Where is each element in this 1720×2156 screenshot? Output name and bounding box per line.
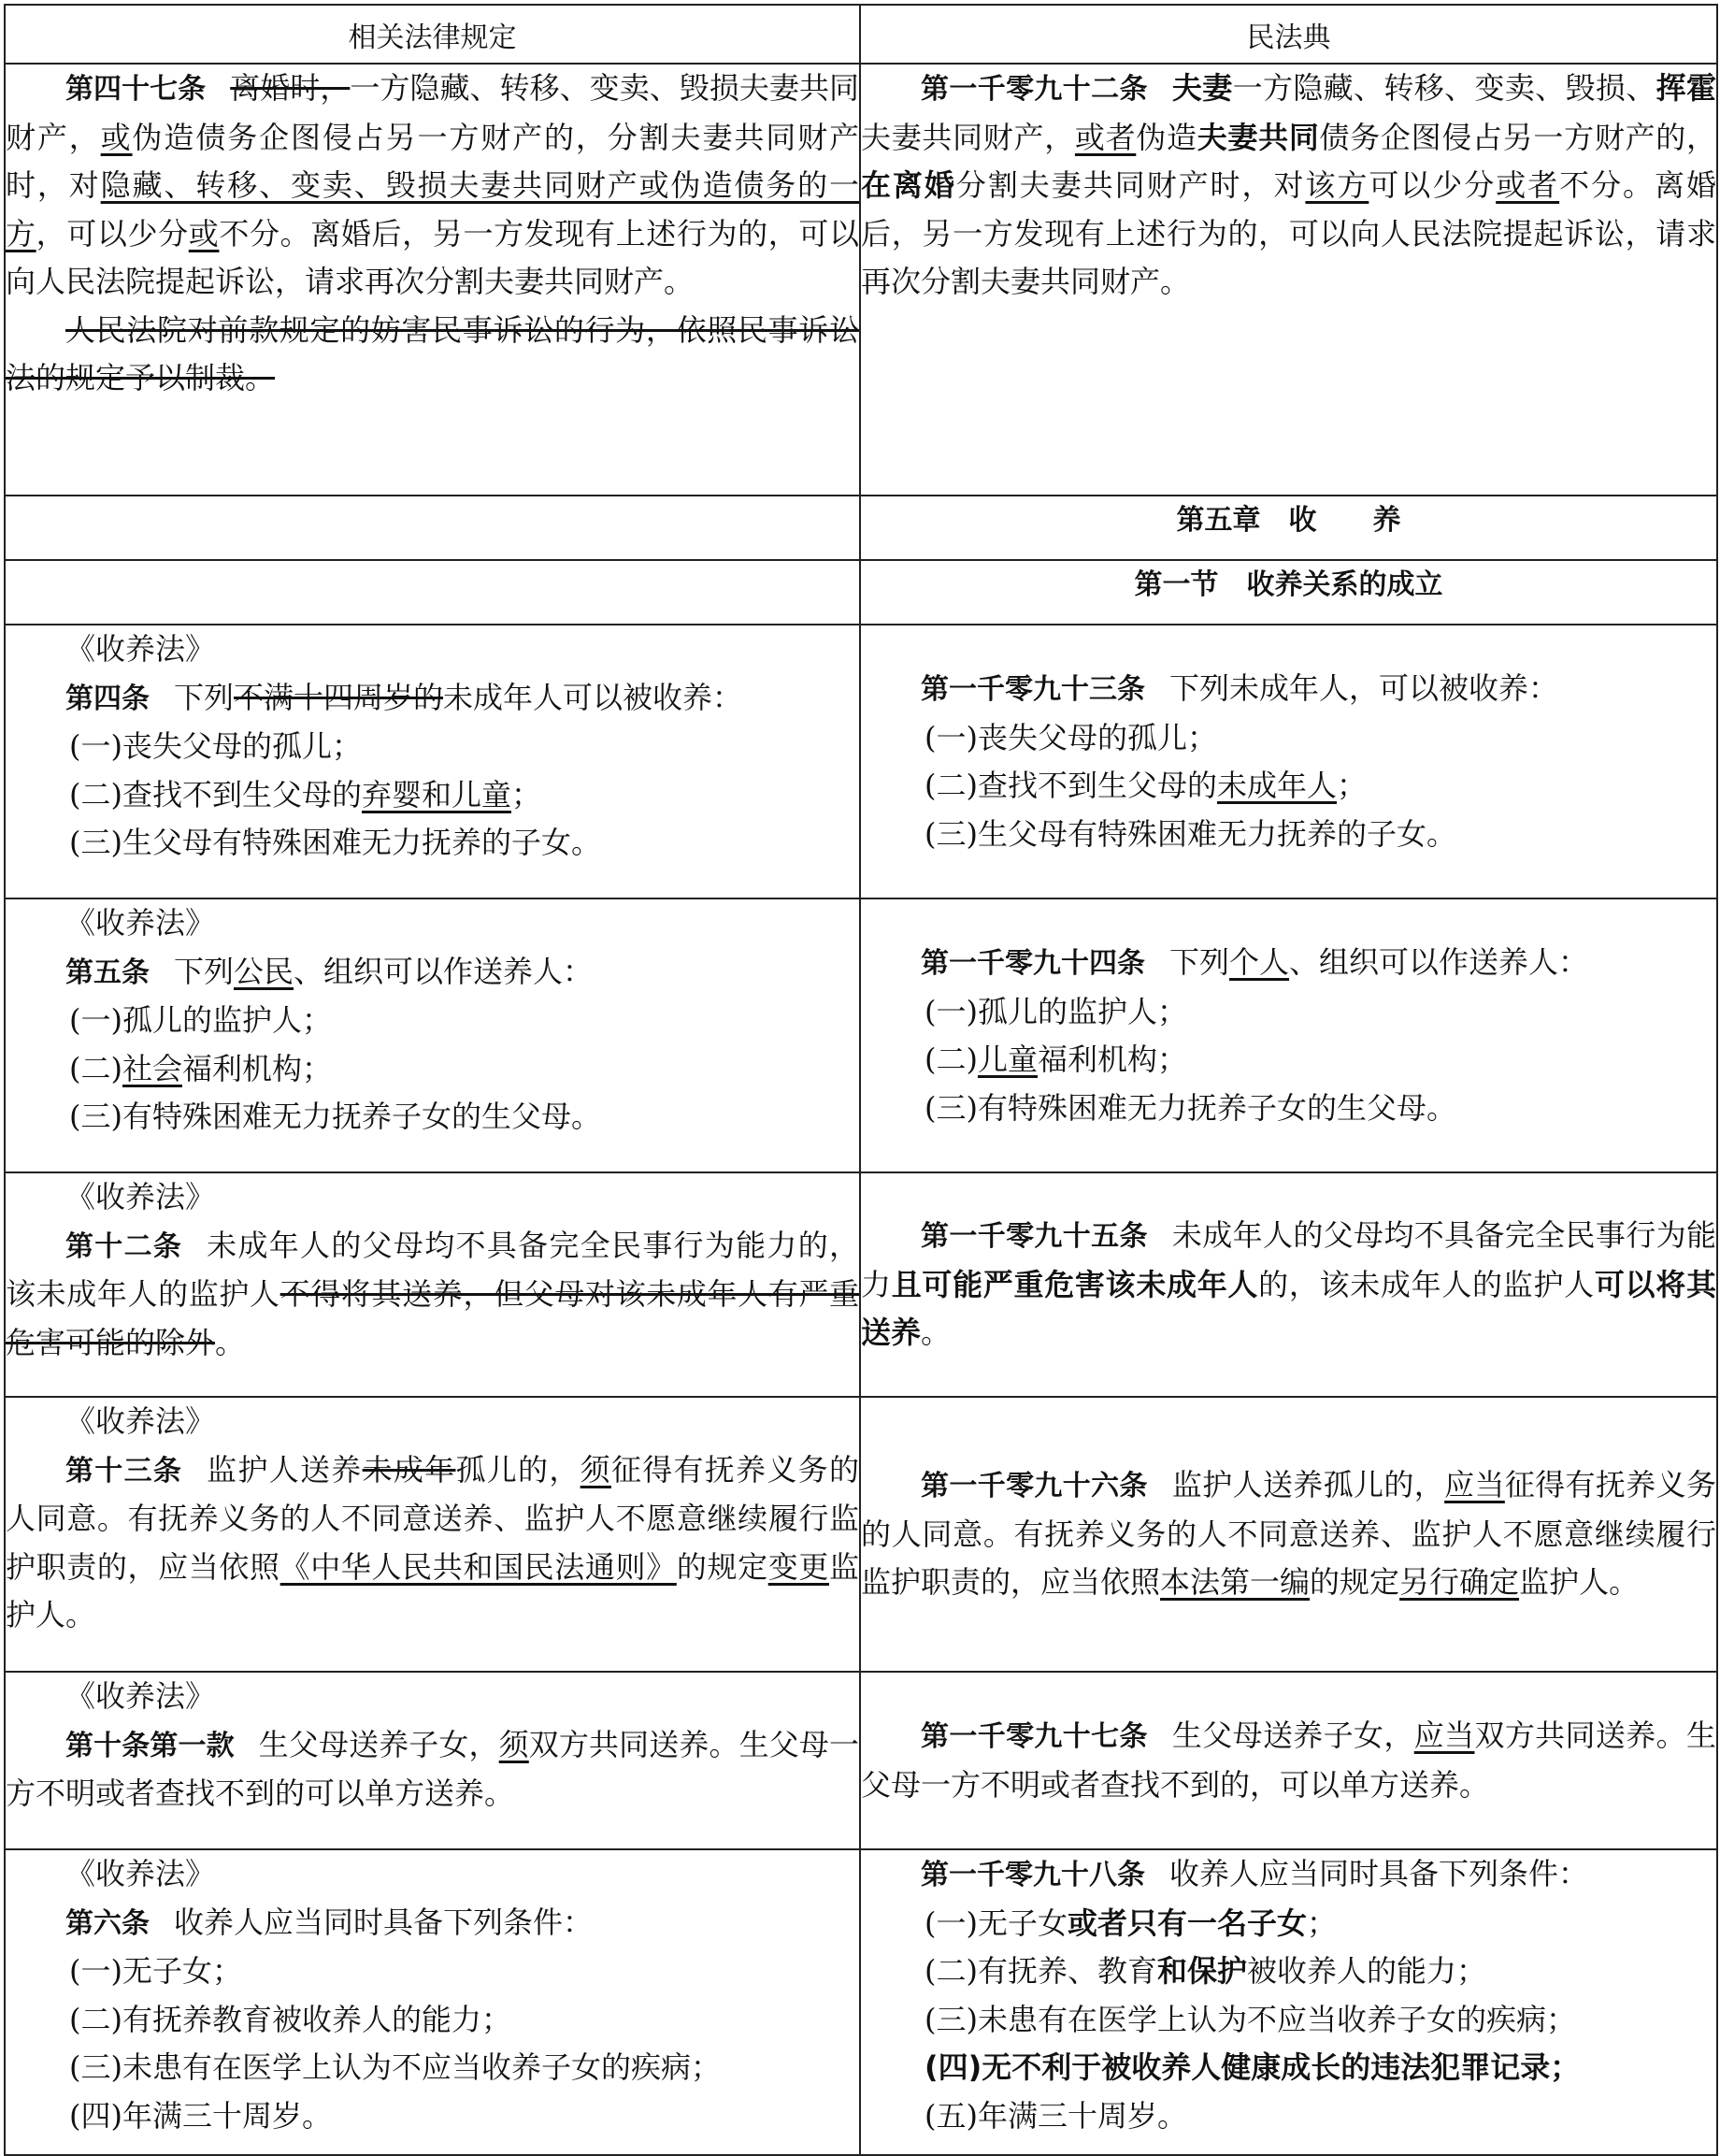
text-run: (三)未患有在医学上认为不应当收养子女的疾病；	[69, 2049, 721, 2085]
item-list	[6, 1948, 859, 2140]
source-law: 《收养法》	[65, 1179, 216, 1215]
list-item	[6, 997, 859, 1045]
text-run: (一)丧失父母的孤儿；	[924, 719, 1217, 755]
code-paragraph	[861, 665, 1716, 714]
text-run: 被收养人的能力；	[1247, 1953, 1487, 1989]
underlined-text: 该方	[1305, 167, 1369, 203]
underlined-text: 隐藏、转移、变卖、毁损夫妻共同财产或伪造债务的一方	[6, 167, 859, 252]
underlined-text: 个人	[1229, 944, 1290, 980]
list-item	[861, 714, 1716, 763]
text-run: 下列未成年人，可以被收养：	[1169, 670, 1559, 706]
law-paragraph	[6, 1222, 859, 1368]
row-orphan-placement	[5, 1397, 1717, 1672]
bold-text: 或者只有一名子女	[1067, 1904, 1307, 1941]
struck-text: 不满十四周岁的	[234, 679, 444, 715]
list-item	[861, 1036, 1716, 1085]
text-run: 生父母送养子女，	[1171, 1718, 1414, 1753]
left-cell	[5, 898, 860, 1172]
row-placers	[5, 898, 1717, 1172]
text-run: (一)孤儿的监护人；	[924, 993, 1187, 1029]
bold-text: 挥霍	[1656, 70, 1716, 106]
bold-text: (四)无不利于被收养人健康成长的违法犯罪记录；	[924, 2049, 1581, 2085]
text-run: (三)有特殊困难无力抚养子女的生父母。	[924, 1089, 1456, 1126]
underlined-text: 或	[188, 215, 220, 252]
text-run: (一)丧失父母的孤儿；	[69, 728, 362, 764]
text-run: (二)	[924, 1042, 978, 1077]
article-number: 第一千零九十二条	[921, 73, 1148, 106]
underlined-text: 变更	[767, 1548, 829, 1585]
text-run: 下列	[174, 953, 235, 989]
right-cell	[860, 64, 1717, 496]
text-run: 不分。离婚后，另一方发现有上述行为的，可以向人民法院提起诉讼，请求再次分割夫妻共同财产。	[861, 167, 1716, 299]
text-run: 收养人应当同时具备下列条件：	[174, 1904, 594, 1940]
list-item	[861, 1900, 1716, 1948]
text-run: (三)有特殊困难无力抚养子女的生父母。	[69, 1099, 601, 1134]
text-run: 监护人。	[6, 1548, 859, 1632]
list-item	[861, 2044, 1716, 2092]
empty-cell	[5, 496, 860, 560]
code-paragraph	[861, 1712, 1716, 1809]
list-item	[6, 2092, 859, 2141]
text-run: ；	[511, 776, 542, 812]
underlined-text: 公民	[234, 953, 294, 989]
text-run: 可以少分	[1369, 167, 1497, 203]
item-list	[6, 723, 859, 868]
text-run: 未成年人的父母均不具备完全民事行为能力	[861, 1217, 1716, 1302]
code-paragraph	[861, 939, 1716, 988]
right-cell	[860, 625, 1717, 898]
right-cell	[860, 1397, 1717, 1672]
left-cell	[5, 625, 860, 898]
list-item	[6, 771, 859, 820]
list-item	[6, 1045, 859, 1094]
section-title: 第一节 收养关系的成立	[860, 560, 1717, 625]
list-item	[6, 1093, 859, 1142]
list-item	[6, 819, 859, 868]
text-run: (一)孤儿的监护人；	[69, 1002, 332, 1038]
bold-text: 和保护	[1156, 1953, 1247, 1989]
article-number: 第十二条	[65, 1229, 183, 1263]
bold-text: 夫妻共同	[1197, 119, 1320, 155]
text-run: (一)无子女	[924, 1904, 1068, 1941]
text-run: 。	[921, 1315, 952, 1351]
source-law: 《收养法》	[65, 905, 216, 941]
text-run: 夫妻共同财产，	[861, 119, 1075, 155]
struck-text: 人民法院对前款规定的妨害民事诉讼的行为，依照民事诉讼法的规定予以制裁。	[6, 311, 859, 395]
bold-text: 可以将其送养	[861, 1266, 1716, 1351]
article-number: 第四条	[65, 682, 150, 715]
article-number: 第一千零九十五条	[921, 1220, 1148, 1254]
bold-text: 且可能严重危害该未成年人	[891, 1266, 1259, 1302]
right-cell	[860, 898, 1717, 1172]
article-number: 第十三条	[65, 1454, 183, 1488]
list-item	[861, 1996, 1716, 2045]
text-run: 未成年人可以被收养：	[443, 679, 743, 715]
article-number: 第一千零九十四条	[921, 947, 1145, 980]
right-cell	[860, 1672, 1717, 1849]
underlined-text: 未成年人	[1216, 768, 1337, 803]
text-run: (二)	[69, 1050, 122, 1086]
right-cell	[860, 1849, 1717, 2155]
law-paragraph	[6, 674, 859, 724]
article-number: 第一千零九十七条	[921, 1720, 1148, 1753]
text-run: 下列	[1169, 944, 1230, 980]
underlined-text: 社会	[122, 1050, 182, 1086]
law-paragraph	[6, 948, 859, 998]
struck-text: 离婚时，	[230, 70, 351, 106]
article-number: 第五条	[65, 956, 150, 989]
code-paragraph	[861, 1461, 1716, 1607]
text-run: 征得有抚养义务的人同意。有抚养义务的人不同意送养、监护人不愿意继续履行监护职责的，应当依照	[6, 1451, 859, 1585]
underlined-text: 应当	[1413, 1718, 1475, 1753]
header-row	[5, 5, 1717, 64]
text-run: (四)年满三十周岁。	[69, 2097, 332, 2134]
bold-text: 在离婚	[861, 167, 956, 203]
section-row	[5, 560, 1717, 625]
text-run: 监护人送养	[207, 1451, 363, 1488]
article-number: 第六条	[65, 1906, 150, 1940]
text-run: (三)生父母有特殊困难无力抚养的子女。	[924, 815, 1456, 852]
underlined-text: 须	[580, 1451, 611, 1488]
text-run: (三)生父母有特殊困难无力抚养的子女。	[69, 825, 601, 860]
underlined-text: 儿童	[977, 1042, 1038, 1077]
text-run: 孤儿的，	[455, 1451, 580, 1488]
right-cell	[860, 1172, 1717, 1397]
row-property-division	[5, 64, 1717, 496]
left-cell	[5, 1672, 860, 1849]
underlined-text: 须	[498, 1726, 529, 1762]
text-run: 债务企图侵占另一方财产的，	[1319, 119, 1716, 155]
underlined-text: 本法第一编	[1160, 1564, 1311, 1601]
text-run: 伪造	[1136, 119, 1197, 155]
article-number: 第一千零九十六条	[921, 1470, 1148, 1503]
text-run: 征得有抚养义务的人同意。有抚养义务的人不同意送养、监护人不愿意继续履行监护职责的，应当依照	[861, 1467, 1716, 1601]
list-item	[6, 2044, 859, 2092]
law-paragraph	[6, 1899, 859, 1948]
list-item	[6, 1948, 859, 1996]
item-list	[861, 714, 1716, 859]
text-run: 不分。离婚后，另一方发现有上述行为的，可以向人民法院提起诉讼，请求再次分割夫妻共同财产。	[6, 215, 859, 299]
text-run: 。	[215, 1324, 246, 1360]
text-run: 、组织可以作送养人：	[1289, 944, 1589, 980]
article-number: 第一千零九十八条	[921, 1859, 1145, 1891]
text-run: 监护人。	[1519, 1564, 1640, 1601]
text-run: (五)年满三十周岁。	[924, 2097, 1187, 2134]
code-paragraph	[861, 1850, 1716, 1900]
header-civil-code: 民法典	[860, 5, 1717, 64]
list-item	[6, 723, 859, 771]
text-run: 福利机构；	[1038, 1042, 1188, 1077]
list-item	[6, 1996, 859, 2045]
text-run: (二)查找不到生父母的	[924, 768, 1217, 803]
text-run: (三)未患有在医学上认为不应当收养子女的疾病；	[924, 2001, 1576, 2037]
underlined-text: 或者	[1074, 119, 1137, 155]
item-list	[861, 988, 1716, 1133]
underlined-text: 应当	[1444, 1467, 1505, 1503]
bold-text: 夫妻	[1171, 70, 1233, 106]
struck-text: 不得将其送养，但父母对该未成年人有严重危害可能的除外	[6, 1276, 859, 1360]
left-cell	[5, 1849, 860, 2155]
text-run: 未成年人的父母均不具备完全民事行为能力的，该未成年人的监护人	[6, 1227, 859, 1312]
source-law: 《收养法》	[65, 1403, 216, 1439]
row-parents-placement	[5, 1672, 1717, 1849]
text-run: 、组织可以作送养人：	[294, 953, 594, 989]
list-item	[861, 1085, 1716, 1133]
text-run: (二)有抚养、教育	[924, 1953, 1157, 1989]
left-cell	[5, 1397, 860, 1672]
source-law: 《收养法》	[65, 1678, 216, 1714]
comparison-table	[4, 4, 1718, 2156]
code-paragraph	[861, 65, 1716, 307]
underlined-text: 另行确定	[1399, 1564, 1520, 1601]
text-run: (二)查找不到生父母的	[69, 776, 362, 812]
chapter-row	[5, 496, 1717, 560]
text-run: 生父母送养子女，	[258, 1726, 499, 1762]
text-run: 收养人应当同时具备下列条件：	[1169, 1856, 1589, 1891]
text-run: ；	[1307, 1904, 1338, 1941]
source-law: 《收养法》	[65, 1856, 216, 1891]
row-adoptees	[5, 625, 1717, 898]
underlined-text: 弃婴和儿童	[361, 776, 511, 812]
underlined-text: 或者	[1496, 167, 1560, 203]
text-run: 分割夫妻共同财产时，对	[955, 167, 1306, 203]
empty-cell	[5, 560, 860, 625]
law-paragraph	[6, 1721, 859, 1818]
text-run: 双方共同送养。生父母一方不明或者查找不到的，可以单方送养。	[861, 1718, 1716, 1803]
chapter-title: 第五章 收 养	[860, 496, 1717, 560]
left-cell	[5, 64, 860, 496]
text-run: ；	[1337, 768, 1368, 803]
struck-text: 未成年	[362, 1451, 456, 1488]
text-run: ，可以少分	[36, 215, 189, 252]
text-run: 一方隐藏、转移、变卖、毁损、	[1232, 70, 1656, 106]
header-related-laws: 相关法律规定	[5, 5, 860, 64]
item-list	[861, 1900, 1716, 2141]
text-run: 的规定	[676, 1548, 768, 1585]
law-paragraph	[6, 1446, 859, 1640]
code-paragraph	[861, 1212, 1716, 1358]
list-item	[861, 2092, 1716, 2141]
underlined-text: 或	[100, 119, 133, 155]
text-run: 一方隐藏、转移、变卖、毁损夫妻共同财产，	[6, 70, 859, 155]
text-run: 的规定	[1310, 1564, 1400, 1601]
law-paragraph	[6, 65, 859, 307]
list-item	[861, 811, 1716, 859]
text-run: 下列	[174, 679, 235, 715]
item-list	[6, 997, 859, 1142]
row-adopter-conditions	[5, 1849, 1717, 2155]
article-number: 第十条第一款	[65, 1729, 235, 1762]
list-item	[861, 1948, 1716, 1996]
text-run: 双方共同送养。生父母一方不明或者查找不到的可以单方送养。	[6, 1726, 859, 1811]
text-run: (二)有抚养教育被收养人的能力；	[69, 2001, 511, 2037]
list-item	[861, 988, 1716, 1037]
left-cell	[5, 1172, 860, 1397]
row-guardian-placement	[5, 1172, 1717, 1397]
article-number: 第四十七条	[65, 73, 207, 106]
law-paragraph	[6, 307, 859, 403]
list-item	[861, 762, 1716, 811]
text-run: (一)无子女；	[69, 1953, 242, 1989]
source-law: 《收养法》	[65, 631, 216, 667]
text-run: 伪造债务企图侵占另一方财产的，分割夫妻共同财产时，对	[6, 119, 859, 203]
text-run: 的，该未成年人的监护人	[1258, 1266, 1595, 1302]
underlined-text: 《中华人民共和国民法通则》	[280, 1548, 677, 1585]
text-run: 福利机构；	[182, 1050, 333, 1086]
article-number: 第一千零九十三条	[921, 673, 1145, 706]
text-run: 监护人送养孤儿的，	[1171, 1467, 1445, 1503]
